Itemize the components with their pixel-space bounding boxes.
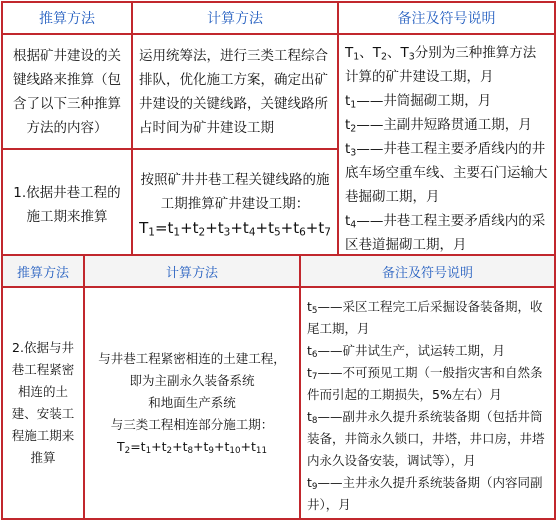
table2-header-method: 推算方法: [2, 255, 84, 287]
table2-row-civil-install: [2, 287, 555, 519]
table2-calc-line: 与三类工程相连部分施工期：: [110, 417, 274, 432]
table1-note: $t_4——$井巷工程主要矛盾线内的采区巷道掘砌工期，月: [345, 213, 546, 253]
estimation-table-2: [1, 254, 556, 520]
table2-calc-line: 即为主副永久装备系统: [129, 373, 255, 388]
table1-header-row: [2, 2, 555, 34]
table2-header-notes: 备注及符号说明: [300, 255, 555, 287]
table1-note: $T_1$、$T_2$、$T_3$分别为三种推算方法计算的矿井建设工期，月: [345, 45, 537, 85]
table2-note: $t_8——$副井永久提升系统装备期（包括井筒装备，井筒永久锁口，井塔，井口房，井塔内永久设备安装，调试等），月: [307, 409, 545, 468]
table1-note: $t_3——$井巷工程主要矛盾线内的井底车场空重车线、主要石门运输大巷掘砌工期，月: [345, 141, 548, 205]
table1-header-calc: 计算方法: [132, 2, 338, 34]
table1-calc-shaft-roadway: [132, 149, 338, 260]
table1-calc-critical-path: 运用统筹法，进行三类工程综合排队，优化施工方案，确定出矿井建设的关键线路，关键线路所占时间为矿井建设工期: [132, 34, 338, 149]
table2-note: $t_6——$矿井试生产，试运转工期，月: [307, 343, 505, 361]
table2-note: $t_7——$不可预见工期（一般指灾害和自然条件而引起的工期损失，5%左右）月: [307, 365, 543, 402]
table1-header-method: 推算方法: [2, 2, 132, 34]
formula-t1: $T_1=t_1+t_2+t_3+t_4+t_5+t_6+t_7$: [139, 219, 331, 239]
table2-note: $t_5——$采区工程完工后采掘设备装备期，收尾工期，月: [307, 299, 543, 336]
table1-note: $t_1——$井筒掘砌工期，月: [345, 93, 492, 111]
table1-note: $t_2——$主副井短路贯通工期，月: [345, 117, 532, 135]
table2-header-calc: 计算方法: [84, 255, 300, 287]
table1-method-shaft-roadway: 1.依据井巷工程的施工期来推算: [2, 149, 132, 260]
table1-row-critical-path: [2, 34, 555, 149]
estimation-table-1: [1, 1, 556, 261]
table2-calc-line: 与井巷工程紧密相连的土建工程，: [98, 351, 286, 366]
table2-method: 2.依据与井巷工程紧密相连的土建、安装工程施工期来推算: [2, 287, 84, 519]
table2-note: $t_9——$主井永久提升系统装备期（内容同副井），月: [307, 475, 543, 512]
formula-t2: $T_2=t_1+t_2+t_8+t_9+t_{10}+t_{11}$: [116, 439, 268, 457]
table1-header-notes: 备注及符号说明: [338, 2, 555, 34]
table2-calc-cell: [84, 287, 300, 519]
table2-calc-line: 和地面生产系统: [148, 395, 236, 410]
table2-header-row: [2, 255, 555, 287]
table1-calc-text: 按照矿井井巷工程关键线路的施工期推算矿井建设工期：: [140, 172, 330, 213]
table1-method-critical-path: 根据矿井建设的关键线路来推算（包含了以下三种推算方法的内容）: [2, 34, 132, 149]
table2-notes-cell: [300, 287, 555, 519]
table1-notes-cell: [338, 34, 555, 260]
